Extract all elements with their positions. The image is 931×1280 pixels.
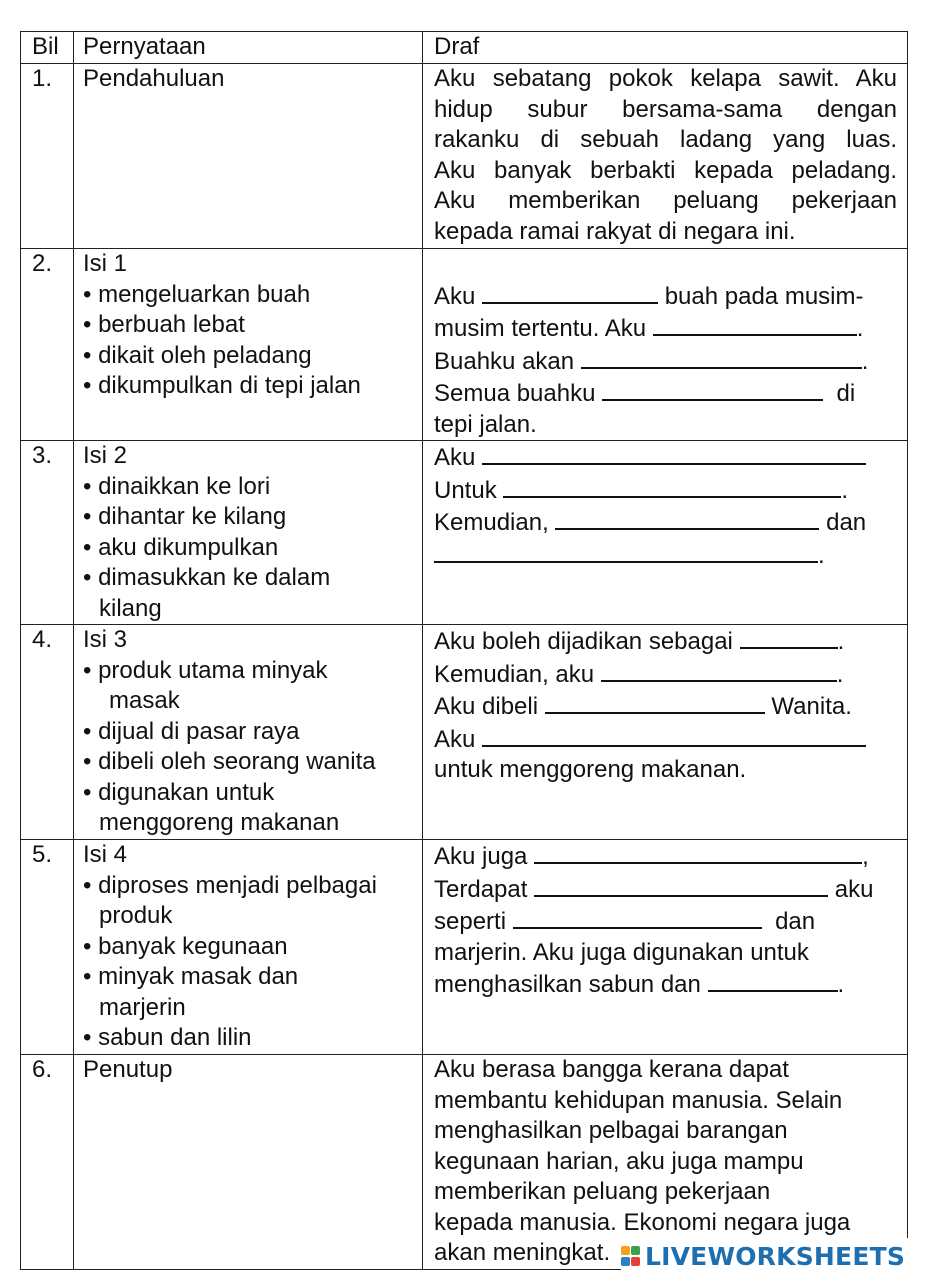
row-number: 5. <box>21 840 74 1055</box>
point-item: • dikait oleh peladang <box>83 341 312 369</box>
draf-text: Aku dibeli <box>434 693 539 720</box>
row-title: Penutup <box>74 1055 423 1270</box>
draf-line: kepada manusia. Ekonomi negara juga <box>434 1208 851 1236</box>
draf-line: akan meningkat. <box>434 1239 611 1266</box>
draf-line: hidup subur bersama-sama dengan <box>434 95 897 123</box>
point-item: • dinaikkan ke lori <box>83 472 271 500</box>
draf-text: musim tertentu. Aku <box>434 315 647 342</box>
draf-text: Untuk <box>434 476 497 504</box>
draf-text: buah pada musim- <box>664 282 864 310</box>
draf-text: Semua buahku <box>434 380 596 407</box>
point-item: • dimasukkan ke dalam <box>83 564 331 591</box>
point-item: • dihantar ke kilang <box>83 503 287 530</box>
draf-text: . <box>837 971 845 998</box>
point-item: • berbuah lebat <box>83 311 245 338</box>
row-title: Pendahuluan <box>74 64 423 249</box>
fill-blank-input[interactable] <box>434 539 818 563</box>
header-draf: Draf <box>423 32 908 64</box>
point-item-continuation: menggoreng makanan <box>99 809 340 836</box>
fill-blank-input[interactable] <box>708 968 838 992</box>
fill-blank-input[interactable] <box>601 658 837 682</box>
point-item: • mengeluarkan buah <box>83 280 311 308</box>
header-pernyataan: Pernyataan <box>74 32 423 64</box>
draf-line: menghasilkan pelbagai barangan <box>434 1117 788 1144</box>
fill-blank-input[interactable] <box>740 625 838 649</box>
row-number: 3. <box>21 441 74 625</box>
fill-blank-input[interactable] <box>581 345 862 369</box>
draf-line: Aku sebatang pokok kelapa sawit. Aku <box>434 65 897 92</box>
draf-text: . <box>841 476 849 504</box>
draf-line: Aku banyak berbakti kepada peladang. <box>434 156 897 184</box>
draf-cell <box>423 625 908 840</box>
draf-line: rakanku di sebuah ladang yang luas. <box>434 126 897 153</box>
fill-blank-input[interactable] <box>653 312 857 336</box>
draf-line: Aku berasa bangga kerana dapat <box>434 1056 789 1083</box>
draf-text: . <box>856 315 864 342</box>
draf-text: Kemudian, aku <box>434 660 595 688</box>
draf-text: marjerin. Aku juga digunakan untuk <box>434 938 809 966</box>
header-bil: Bil <box>21 32 74 64</box>
fill-blank-input[interactable] <box>534 873 828 897</box>
fill-blank-input[interactable] <box>503 474 841 498</box>
table-row <box>21 625 908 840</box>
draf-text: Aku <box>434 282 476 310</box>
pernyataan-cell <box>74 625 423 840</box>
table-row <box>21 64 908 249</box>
draf-text: Terdapat <box>434 875 528 903</box>
fill-blank-input[interactable] <box>545 690 765 714</box>
fill-blank-input[interactable] <box>602 377 823 401</box>
table-row <box>21 441 908 625</box>
liveworksheets-logo-icon <box>621 1245 641 1267</box>
draf-cell <box>423 64 908 249</box>
point-item: • dijual di pasar raya <box>83 717 300 745</box>
draf-text: untuk menggoreng makanan. <box>434 756 747 783</box>
draf-text: Wanita. <box>771 693 852 720</box>
table-header-row <box>21 32 908 64</box>
row-number: 4. <box>21 625 74 840</box>
point-item: • diproses menjadi pelbagai <box>83 871 377 899</box>
pernyataan-cell <box>74 840 423 1055</box>
draf-text: dan <box>826 509 867 536</box>
point-item-continuation: kilang <box>99 594 162 622</box>
row-number: 2. <box>21 249 74 441</box>
draf-text: . <box>836 660 844 688</box>
draf-text: Aku <box>434 725 476 753</box>
point-item-continuation: produk <box>99 902 173 929</box>
point-item-continuation: masak <box>109 687 180 714</box>
point-item-continuation: marjerin <box>99 993 186 1021</box>
point-item: • digunakan untuk <box>83 778 275 806</box>
draf-line: kepada ramai rakyat di negara ini. <box>434 217 796 245</box>
draf-text: Kemudian, <box>434 509 549 536</box>
fill-blank-input[interactable] <box>555 506 819 530</box>
liveworksheets-watermark[interactable] <box>621 1238 911 1274</box>
draf-text: aku <box>834 875 874 903</box>
fill-blank-input[interactable] <box>534 840 862 864</box>
fill-blank-input[interactable] <box>482 280 658 304</box>
table-row <box>21 249 908 441</box>
draf-text: . <box>837 628 845 655</box>
draf-line: kegunaan harian, aku juga mampu <box>434 1147 804 1175</box>
point-item: • sabun dan lilin <box>83 1024 252 1051</box>
draf-line: memberikan peluang pekerjaan <box>434 1178 771 1205</box>
draf-text: , <box>862 843 869 870</box>
draf-text: tepi jalan. <box>434 410 537 438</box>
fill-blank-input[interactable] <box>482 723 866 747</box>
draf-text: seperti <box>434 908 507 935</box>
row-title: Isi 4 <box>83 841 128 868</box>
row-title: Isi 1 <box>83 250 128 277</box>
worksheet-table <box>20 31 908 1270</box>
draf-line: membantu kehidupan manusia. Selain <box>434 1086 843 1114</box>
draf-text: Aku <box>434 444 476 471</box>
draf-text: Aku juga <box>434 843 528 870</box>
point-item: • produk utama minyak <box>83 656 328 684</box>
draf-cell <box>423 249 908 441</box>
watermark-text: LIVEWORKSHEETS <box>645 1241 906 1271</box>
draf-text: . <box>861 347 869 375</box>
fill-blank-input[interactable] <box>482 441 866 465</box>
pernyataan-cell <box>74 441 423 625</box>
point-item: • dikumpulkan di tepi jalan <box>83 372 361 399</box>
draf-text: . <box>818 541 825 569</box>
draf-text: Buahku akan <box>434 347 575 375</box>
pernyataan-cell <box>74 249 423 441</box>
point-item: • minyak masak dan <box>83 963 299 990</box>
fill-blank-input[interactable] <box>513 905 762 929</box>
row-title: Isi 2 <box>83 442 128 469</box>
draf-text: Aku boleh dijadikan sebagai <box>434 628 733 655</box>
table-row <box>21 840 908 1055</box>
draf-cell <box>423 840 908 1055</box>
draf-text: dan <box>775 908 816 935</box>
point-item: • aku dikumpulkan <box>83 533 279 561</box>
point-item: • banyak kegunaan <box>83 932 288 960</box>
point-item: • dibeli oleh seorang wanita <box>83 748 376 775</box>
draf-line: Aku memberikan peluang pekerjaan <box>434 187 897 214</box>
row-number: 6. <box>21 1055 74 1270</box>
row-number: 1. <box>21 64 74 249</box>
draf-cell <box>423 441 908 625</box>
draf-text: menghasilkan sabun dan <box>434 971 701 998</box>
draf-text: di <box>836 380 856 407</box>
row-title: Isi 3 <box>83 626 128 653</box>
